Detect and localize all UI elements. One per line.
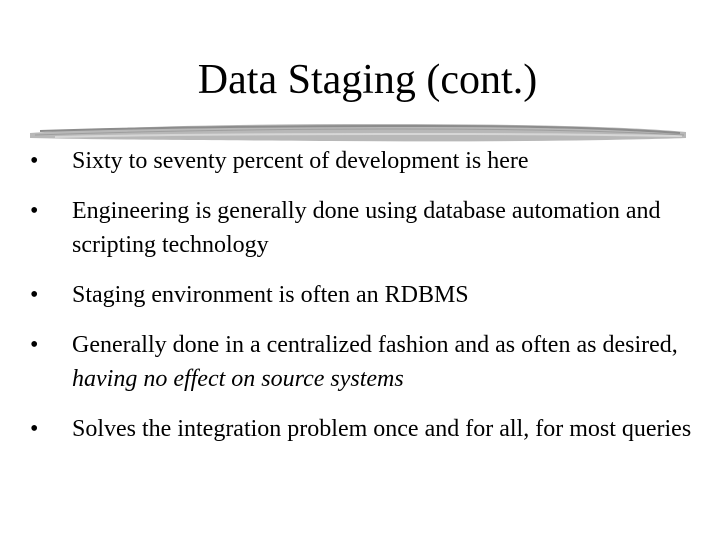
bullet-item — [30, 144, 710, 178]
bullet-text-plain: Generally done in a centralized fashion and as often as desired, — [72, 332, 678, 358]
bullet-marker: • — [30, 148, 39, 174]
slide-title: Data Staging (cont.) — [197, 57, 538, 103]
bullet-marker: • — [30, 332, 39, 358]
bullet-marker: • — [30, 282, 39, 308]
bullet-list — [30, 144, 710, 462]
bullet-marker: • — [30, 198, 39, 224]
bullet-text: Sixty to seventy percent of development is here — [72, 148, 529, 174]
bullet-text: Engineering is generally done using database automation and scripting technology — [72, 198, 661, 258]
bullet-marker: • — [30, 416, 39, 442]
bullet-text — [72, 332, 678, 392]
bullet-item — [30, 412, 710, 446]
bullet-item — [30, 278, 710, 312]
bullet-text-emphasis: having no effect on source systems — [72, 366, 404, 392]
bullet-text: Staging environment is often an RDBMS — [72, 282, 469, 308]
bullet-item — [30, 328, 710, 396]
bullet-text: Solves the integration problem once and for all, for most queries — [72, 416, 692, 442]
bullet-item — [30, 194, 710, 262]
